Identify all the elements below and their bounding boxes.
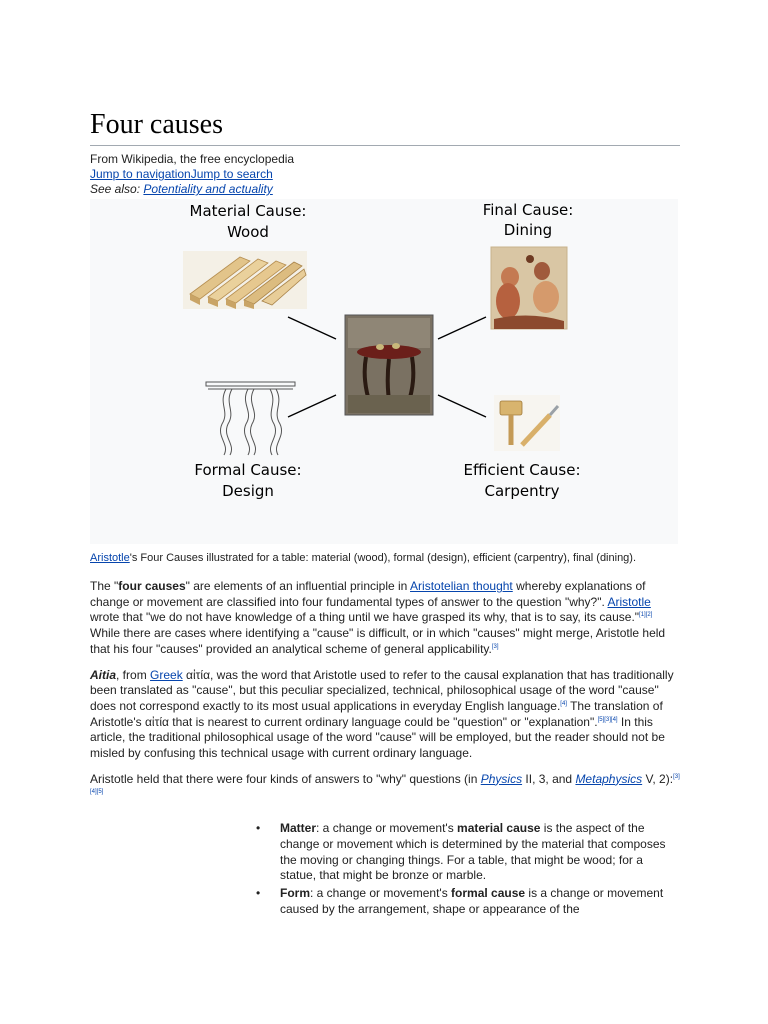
reference-1-2[interactable]: [1][2] <box>639 612 653 619</box>
figure-caption <box>90 544 680 569</box>
causes-list <box>90 821 680 917</box>
p1-text-d: whereby explanations of change or movement are classified into four fundamental types of answer to the question "why?". <box>90 579 646 609</box>
four-causes-diagram <box>90 199 678 544</box>
efficient-cause-label: Efficient Cause: <box>463 461 581 479</box>
list-item-text: is a change or movement caused by the arrangement, shape or appearance of the <box>280 885 664 916</box>
list-item-text: : a change or movement's <box>310 885 452 900</box>
tagline: From Wikipedia, the free encyclopedia <box>90 152 295 166</box>
roman-table-image <box>345 315 433 415</box>
paragraph-four-kinds <box>90 772 680 803</box>
page-title: Four causes <box>90 108 680 146</box>
see-also-label: See also: <box>90 182 144 196</box>
final-cause-label: Final Cause: <box>482 201 574 219</box>
jump-links <box>90 167 680 182</box>
reference-4[interactable]: [4] <box>560 700 567 707</box>
p3-text-c: V, 2): <box>642 771 674 786</box>
list-item-head: Matter <box>280 821 317 836</box>
p2-text-c: The translation of Aristotle's αἰτία that is nearest to current ordinary language could be "question" or "explanation". <box>90 698 663 729</box>
jump-to-navigation-link[interactable]: Jump to navigation <box>90 167 191 181</box>
aristotelian-thought-link[interactable]: Aristotelian thought <box>410 579 513 593</box>
p2-text-b: αἰτία, was the word that Aristotle used to refer to the causal explanation that has traditionally been translated as "cause", but this peculiar specialized, technical, philosophical usage of the word "cause" does not correspond exactly to its most usual applications in everyday English language. <box>90 667 674 713</box>
caption-text: 's Four Causes illustrated for a table: material (wood), formal (design), efficient (carpentry), final (dining). <box>129 552 637 564</box>
paragraph-intro <box>90 579 680 658</box>
greek-link[interactable]: Greek <box>150 667 183 682</box>
list-item-bold: formal cause <box>451 885 526 900</box>
article <box>90 108 680 919</box>
see-also-hatnote <box>90 182 680 197</box>
aristotle-link[interactable]: Aristotle <box>607 594 651 609</box>
paragraph-aitia <box>90 668 680 762</box>
metaphysics-link[interactable]: Metaphysics <box>575 771 643 786</box>
p1-bold-term: four causes <box>118 579 186 593</box>
jump-to-search-link[interactable]: Jump to search <box>190 167 273 181</box>
formal-cause-value: Design <box>222 482 274 500</box>
carpentry-tools-image <box>494 395 560 451</box>
list-item-bold: material cause <box>457 821 541 836</box>
reference-3[interactable]: [3] <box>491 643 499 650</box>
p2-text-d: In this article, the traditional philosophical usage of the word "cause" will be employed, but the reader should not be misled by confusing this technical usage with current ordinary language. <box>90 714 665 761</box>
table-design-sketch <box>206 382 295 455</box>
p2-text-a: , from <box>116 667 151 682</box>
wood-planks-image <box>183 251 307 309</box>
list-item <box>256 821 680 884</box>
physics-link[interactable]: Physics <box>480 771 523 786</box>
p1-text-c: " are elements of an influential principle in <box>185 579 411 593</box>
efficient-cause-value: Carpentry <box>484 482 560 500</box>
bullet-icon: • <box>256 821 261 836</box>
p1-text-a: The " <box>90 579 119 593</box>
caption-aristotle-link[interactable]: Aristotle <box>90 552 130 564</box>
article-meta <box>90 152 680 197</box>
list-item-text: is the aspect of the change or movement which is determined by the material that composes the moving or changing things. For a table, that might be wood; for a statue, that might be bronze or marble. <box>280 821 666 883</box>
bullet-icon: • <box>256 885 261 900</box>
p3-text-a: Aristotle held that there were four kinds of answers to "why" questions (in <box>90 771 481 786</box>
list-item-head: Form <box>280 885 310 900</box>
list-item-text: : a change or movement's <box>316 821 458 836</box>
list-item <box>256 885 680 917</box>
p3-text-b: II, 3, and <box>522 771 576 786</box>
p1-text-e: wrote that "we do not have knowledge of a thing until we have grasped its why, that is to say, its cause." <box>90 610 640 625</box>
see-also-link[interactable]: Potentiality and actuality <box>143 182 273 196</box>
reference-3-4-5[interactable]: [3][4][5] <box>90 773 680 796</box>
p1-text-f: While there are cases where identifying a "cause" is difficult, or in which "causes" might merge, Aristotle held that his four "causes" provided an analytical scheme of general applicability. <box>90 626 666 656</box>
material-cause-value: Wood <box>227 223 269 241</box>
fresco-image <box>491 247 567 329</box>
aitia-term: Aitia <box>90 667 117 682</box>
material-cause-label: Material Cause: <box>189 202 307 220</box>
four-causes-figure <box>90 199 678 544</box>
formal-cause-label: Formal Cause: <box>194 461 302 479</box>
reference-5-3-4[interactable]: [5][3][4] <box>597 716 618 723</box>
final-cause-value: Dining <box>503 221 553 239</box>
